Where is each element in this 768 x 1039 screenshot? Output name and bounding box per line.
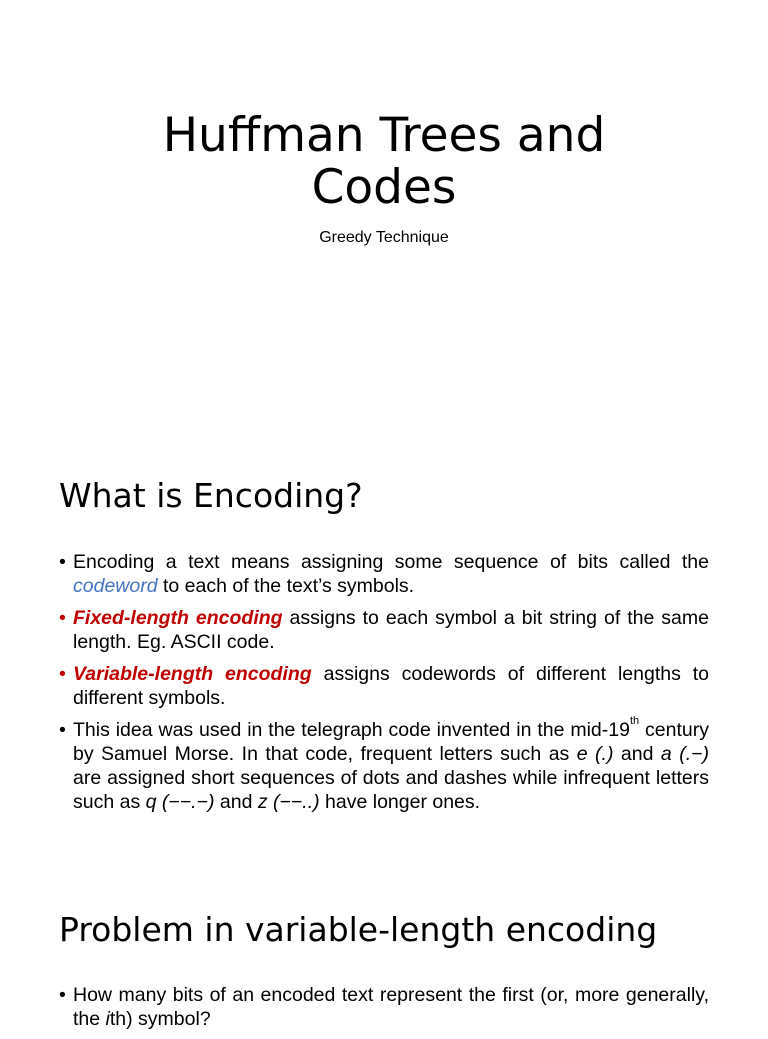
bullet-text: century by Samuel Morse. In that code, frequent letters such as	[73, 719, 709, 765]
bullet-icon: •	[59, 607, 66, 629]
list-item	[59, 550, 709, 598]
list-item	[59, 715, 709, 814]
bullet-text: and	[613, 743, 661, 765]
bullet-text: How many bits of an encoded text represent the first (or, more generally, the	[73, 984, 709, 1030]
italic-i: i	[105, 1008, 110, 1030]
list-item	[59, 662, 709, 710]
bullet-icon: •	[59, 551, 66, 573]
list-item	[59, 606, 709, 654]
bullet-text: assigns codewords of different lengths to different symbols.	[73, 663, 709, 709]
encoding-bullet-list	[59, 550, 709, 822]
problem-heading: Problem in variable-length encoding	[59, 910, 658, 949]
superscript: th	[629, 715, 640, 727]
bullet-text: Encoding a text means assigning some sequence of bits called the	[73, 551, 709, 573]
title-line-2: Codes	[311, 160, 457, 215]
slide-title	[0, 110, 768, 214]
bullet-text: This idea was used in the telegraph code invented in the mid-19	[73, 719, 630, 741]
bullet-icon: •	[59, 663, 66, 685]
slide-subtitle: Greedy Technique	[319, 229, 449, 246]
bullet-icon: •	[59, 719, 66, 741]
morse-z: z (−−..)	[257, 791, 320, 813]
bullet-text: are assigned short sequences of dots and dashes while infrequent letters such as	[73, 767, 709, 813]
morse-e: e (.)	[576, 743, 614, 765]
term-fixed-length: Fixed-length encoding	[73, 607, 283, 629]
bullet-text: and	[214, 791, 258, 813]
title-line-1: Huffman Trees and	[162, 108, 606, 163]
bullet-text: th) symbol?	[109, 1008, 211, 1030]
morse-q: q (−−.−)	[145, 791, 215, 813]
morse-a: a (.−)	[660, 743, 709, 765]
bullet-text: to each of the text’s symbols.	[157, 575, 415, 597]
term-codeword: codeword	[73, 575, 158, 597]
bullet-text: have longer ones.	[319, 791, 481, 813]
bullet-text: assigns to each symbol a bit string of the same length. Eg. ASCII code.	[73, 607, 709, 653]
bullet-icon: •	[59, 984, 66, 1006]
encoding-heading: What is Encoding?	[59, 476, 363, 515]
term-variable-length: Variable-length encoding	[73, 663, 312, 685]
problem-bullet-list	[59, 983, 709, 1039]
